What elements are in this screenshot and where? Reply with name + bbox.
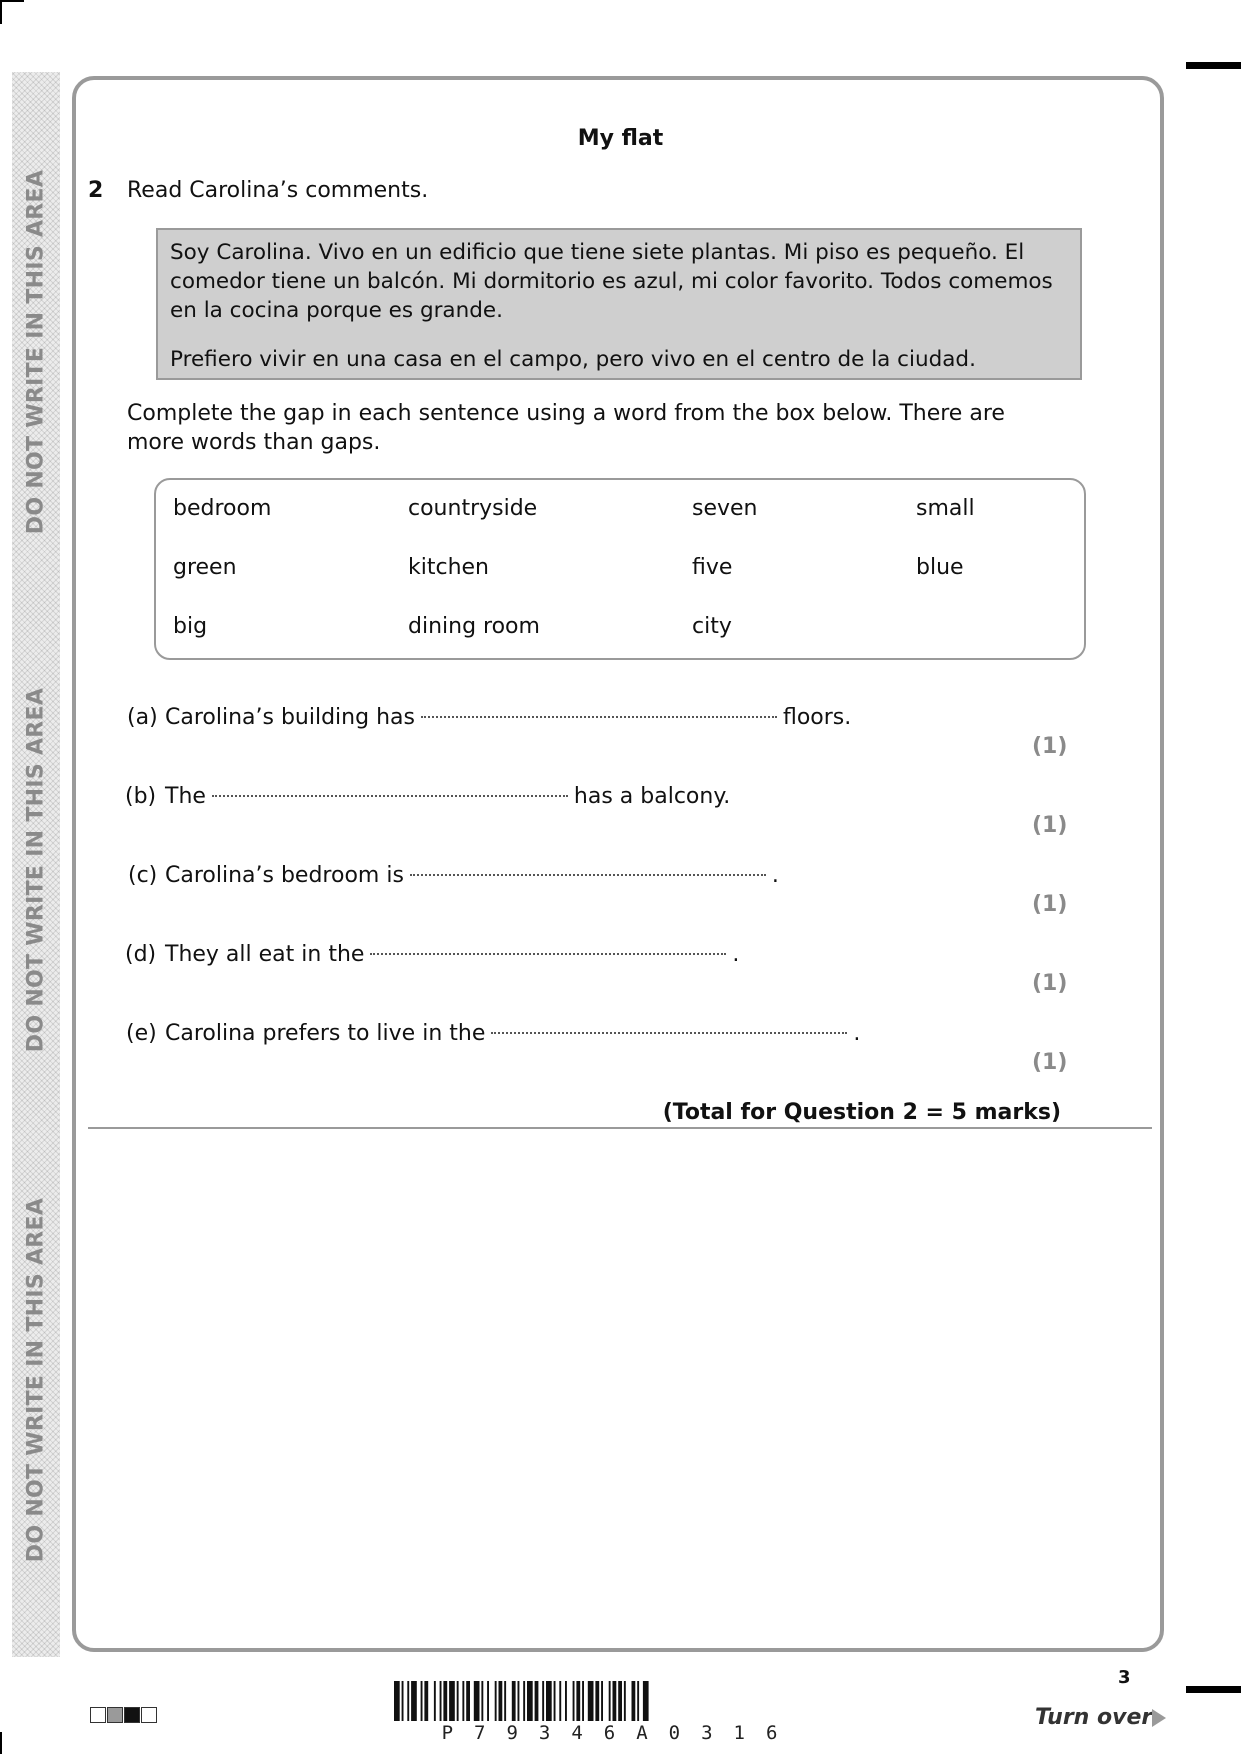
item-letter: (c): [128, 863, 158, 888]
mark-allocation: (1): [1032, 813, 1068, 838]
barcode-number: P79346A0316: [441, 1722, 799, 1744]
sentence-end: .: [771, 863, 779, 888]
sentence-start: They all eat in the: [165, 942, 365, 967]
question-number: 2: [88, 178, 104, 203]
word-option: green: [173, 555, 237, 580]
passage-paragraph: Soy Carolina. Vivo en un edificio que tiene siete plantas. Mi piso es pequeño. El comedor tiene un balcón. Mi dormitorio es azul, mi color favorito. Todos comemos en la cocina porque es grande.: [170, 240, 1053, 323]
turn-over-label: Turn over: [1035, 1705, 1153, 1730]
square-icon: [141, 1707, 157, 1723]
square-icon: [124, 1707, 140, 1723]
word-option: five: [692, 555, 733, 580]
gap-sentence: [165, 705, 851, 730]
gap-sentence: [165, 863, 779, 888]
word-option: bedroom: [173, 496, 272, 521]
mark-allocation: (1): [1032, 971, 1068, 996]
crop-mark: [0, 1732, 2, 1754]
word-option: small: [916, 496, 975, 521]
page-number: 3: [1118, 1667, 1131, 1688]
item-letter: (e): [126, 1021, 157, 1046]
sentence-end: has a balcony.: [573, 784, 731, 809]
word-box: [154, 478, 1086, 660]
sentence-start: Carolina’s bedroom is: [165, 863, 404, 888]
question-intro: Read Carolina’s comments.: [127, 178, 429, 203]
word-option: blue: [916, 555, 964, 580]
mark-allocation: (1): [1032, 1050, 1068, 1075]
word-option: seven: [692, 496, 758, 521]
gap-sentence: [165, 1021, 860, 1046]
page-marker-squares: [90, 1707, 158, 1723]
word-option: big: [173, 614, 208, 639]
word-option: countryside: [408, 496, 538, 521]
item-letter: (d): [125, 942, 157, 967]
crop-mark: [0, 0, 24, 2]
answer-gap[interactable]: [212, 795, 568, 797]
answer-gap[interactable]: [491, 1032, 847, 1034]
square-icon: [107, 1707, 123, 1723]
mark-allocation: (1): [1032, 734, 1068, 759]
item-letter: (b): [125, 784, 157, 809]
answer-gap[interactable]: [410, 874, 766, 876]
answer-gap[interactable]: [370, 953, 726, 955]
crop-mark: [0, 0, 2, 24]
sentence-end: .: [853, 1021, 861, 1046]
answer-gap[interactable]: [421, 716, 777, 718]
page-title: My flat: [577, 126, 664, 151]
gap-sentence: [165, 784, 730, 809]
square-icon: [90, 1707, 106, 1723]
divider: [88, 1127, 1152, 1129]
sentence-start: Carolina’s building has: [165, 705, 415, 730]
gap-sentence: [165, 942, 739, 967]
question-total: (Total for Question 2 = 5 marks): [662, 1100, 1061, 1125]
word-option: dining room: [408, 614, 540, 639]
sentence-start: Carolina prefers to live in the: [165, 1021, 486, 1046]
barcode: [394, 1681, 846, 1721]
word-option: kitchen: [408, 555, 489, 580]
passage-paragraph: Prefiero vivir en una casa en el campo, pero vivo en el centro de la ciudad.: [170, 347, 976, 372]
mark-allocation: (1): [1032, 892, 1068, 917]
item-letter: (a): [127, 705, 158, 730]
word-option: city: [692, 614, 732, 639]
crop-mark: [1186, 62, 1241, 69]
reading-passage: [156, 228, 1082, 380]
sentence-start: The: [165, 784, 206, 809]
instruction: Complete the gap in each sentence using a word from the box below. There are more words than gaps.: [127, 401, 1005, 455]
sentence-end: floors.: [782, 705, 852, 730]
arrow-right-icon: [1152, 1709, 1166, 1727]
crop-mark: [1186, 1686, 1241, 1693]
sentence-end: .: [732, 942, 740, 967]
